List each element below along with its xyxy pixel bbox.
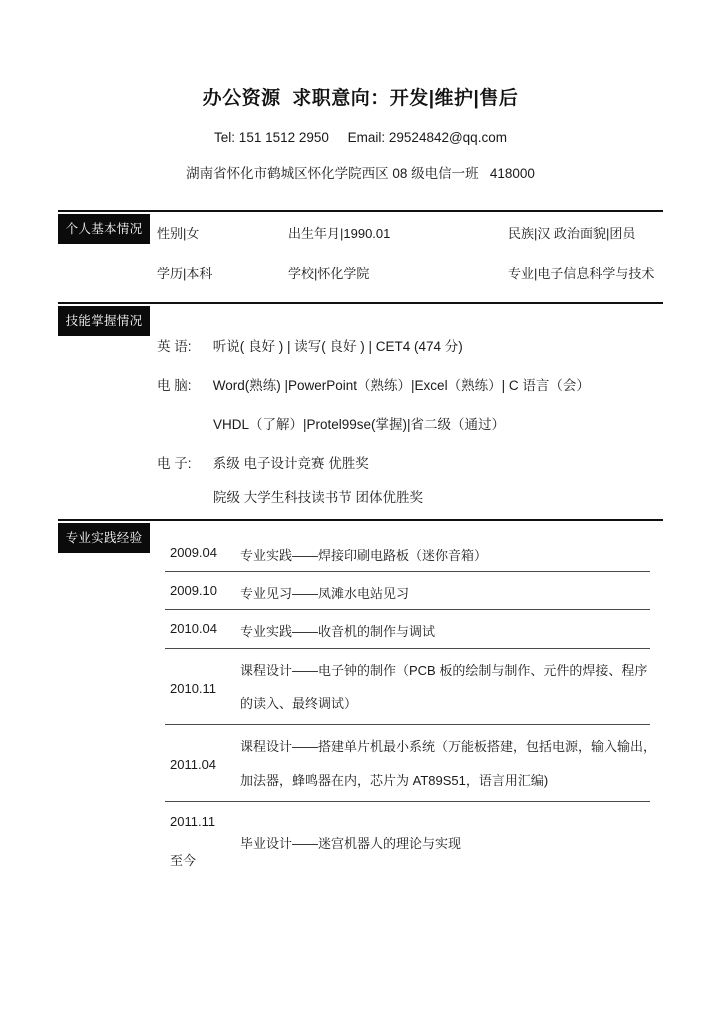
- section-label-skills: 技能掌握情况: [58, 306, 150, 336]
- experience-date: 2011.11: [170, 814, 216, 829]
- experience-row-divider: [165, 609, 650, 610]
- personal-gender: 性别|女: [157, 226, 200, 241]
- experience-row-divider: [165, 648, 650, 649]
- experience-date: 2009.04: [170, 545, 217, 560]
- skill-tag-electronics: 电 子:: [157, 456, 192, 471]
- skill-tag-computer: 电 脑:: [157, 378, 192, 393]
- personal-school: 学校|怀化学院: [288, 266, 370, 281]
- skill-value-english: 听说( 良好 ) | 读写( 良好 ) | CET4 (474 分): [209, 339, 463, 354]
- personal-birthdate: 出生年月|1990.01: [288, 226, 391, 241]
- section-label-experience: 专业实践经验: [58, 523, 150, 553]
- experience-date: 2010.04: [170, 621, 217, 636]
- section-rule-personal-top: [58, 210, 663, 212]
- experience-date: 2010.11: [170, 681, 217, 696]
- section-rule-skills-top: [58, 302, 663, 304]
- skill-line-computer-extra: VHDL（了解）|Protel99se(掌握)|省二级（通过）: [213, 417, 506, 432]
- experience-description: 课程设计——搭建单片机最小系统（万能板搭建，包括电源，输入输出，: [240, 739, 657, 754]
- skill-value-electronics: 系级 电子设计竞赛 优胜奖: [209, 456, 369, 471]
- personal-education: 学历|本科: [157, 266, 213, 281]
- experience-description-cont: 加法器，蜂鸣器在内，芯片为 AT89S51，语言用汇编): [240, 773, 549, 788]
- document-header: [58, 86, 663, 182]
- skill-line-english: [157, 335, 463, 355]
- experience-date: 2011.04: [170, 757, 217, 772]
- experience-description: 课程设计——电子钟的制作（PCB 板的绘制与制作、元件的焊接、程序: [240, 663, 648, 678]
- experience-description-cont: 的读入、最终调试）: [240, 696, 358, 711]
- experience-description: 专业见习——凤滩水电站见习: [240, 586, 410, 601]
- skill-tag-english: 英 语:: [157, 339, 192, 354]
- address-line: 湖南省怀化市鹤城区怀化学院西区 08 级电信一班 418000: [186, 165, 535, 181]
- section-label-personal: 个人基本情况: [58, 214, 150, 244]
- experience-description: 专业实践——收音机的制作与调试: [240, 624, 436, 639]
- page-title: 办公资源 求职意向：开发|维护|售后: [202, 88, 519, 109]
- experience-description: 专业实践——焊接印刷电路板（迷你音箱）: [240, 548, 488, 563]
- experience-row-divider: [165, 724, 650, 725]
- experience-row-divider: [165, 801, 650, 802]
- skill-line-electronics: [157, 452, 369, 472]
- contact-line: Tel: 151 1512 2950 Email: 29524842@qq.com: [214, 129, 507, 145]
- personal-ethnicity-political: 民族|汉 政治面貌|团员: [508, 226, 636, 241]
- experience-date-end: 至今: [170, 853, 197, 868]
- skill-line-computer: [157, 374, 590, 394]
- experience-description: 毕业设计——迷宫机器人的理论与实现: [240, 836, 462, 851]
- experience-date: 2009.10: [170, 583, 217, 598]
- experience-row-divider: [165, 571, 650, 572]
- personal-major: 专业|电子信息科学与技术: [508, 266, 655, 281]
- skill-value-computer: Word(熟练) |PowerPoint（熟练）|Excel（熟练）| C 语言（会）: [209, 378, 590, 393]
- skill-line-electronics-extra: 院级 大学生科技读书节 团体优胜奖: [213, 490, 424, 505]
- section-rule-experience-top: [58, 519, 663, 521]
